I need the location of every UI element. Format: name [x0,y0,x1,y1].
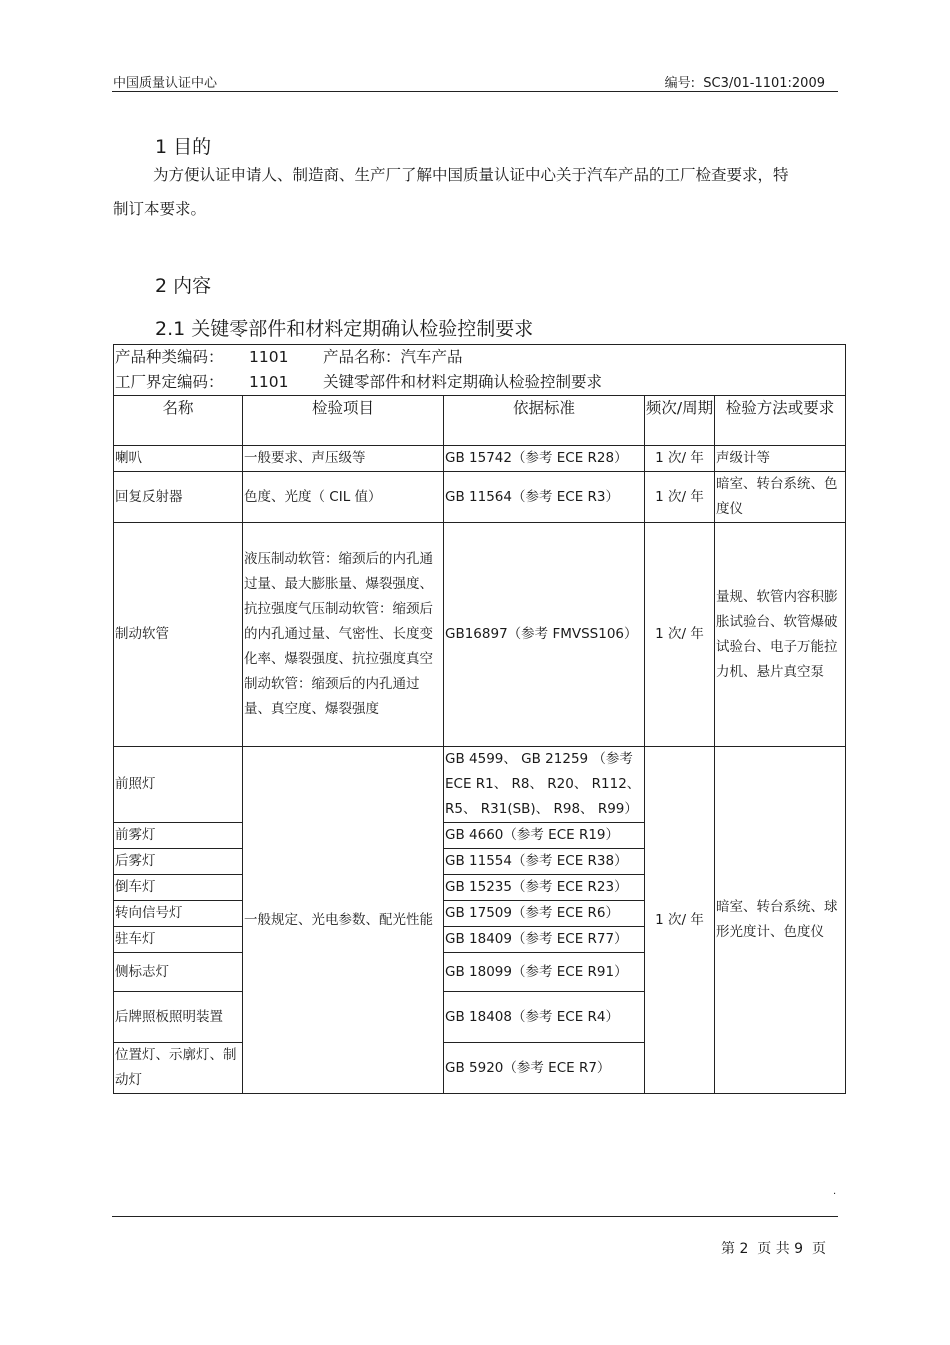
cell-name: 回复反射器 [114,472,243,523]
col-header-name: 名称 [114,396,243,446]
cell-standard: GB 17509（参考 ECE R6） [444,901,645,927]
cell-frequency: 1 次/ 年 [645,472,715,523]
section2-heading: 2 内容 [155,275,212,297]
cell-frequency-merged: 1 次/ 年 [645,747,715,1094]
table-info-row [114,345,846,396]
cell-name: 前雾灯 [114,823,243,849]
header-org: 中国质量认证中心 [113,76,218,91]
cell-name: 位置灯、示廓灯、制动灯 [114,1043,243,1094]
cell-method: 暗室、转台系统、色度仪 [715,472,846,523]
footer-suffix: 页 [812,1241,826,1257]
table-info [114,345,846,396]
cell-name: 倒车灯 [114,875,243,901]
cell-item: 色度、光度（ CIL 值） [243,472,444,523]
factory-code-label: 工厂界定编码： [115,373,224,391]
header-code [665,72,825,91]
factory-title: 关键零部件和材料定期确认检验控制要求 [323,373,603,391]
page-footer [721,1238,826,1258]
footer-rule [112,1216,838,1217]
page-number: 2 [739,1241,749,1257]
cell-item: 一般要求、声压级等 [243,446,444,472]
footer-mid: 页 共 [757,1241,790,1257]
product-name-label: 产品名称： [323,348,401,366]
table-header-row [114,396,846,446]
product-name: 汽车产品 [400,348,463,366]
col-header-item: 检验项目 [243,396,444,446]
cell-standard: GB 15235（参考 ECE R23） [444,875,645,901]
page-total: 9 [794,1241,804,1257]
cell-name: 后雾灯 [114,849,243,875]
cell-standard: GB 18408（参考 ECE R4） [444,992,645,1043]
cell-method: 声级计等 [715,446,846,472]
cat-code-label: 产品种类编码： [115,348,224,366]
cell-name: 驻车灯 [114,927,243,953]
cat-code: 1101 [249,348,289,366]
cell-standard: GB 5920（参考 ECE R7） [444,1043,645,1094]
cell-item: 液压制动软管：缩颈后的内孔通过量、最大膨胀量、爆裂强度、抗拉强度气压制动软管：缩颈后的内孔通过量、气密性、长度变化率、爆裂强度、抗拉强度真空制动软管：缩颈后的内孔通过量、真空度、爆裂强度 [243,523,444,747]
cell-frequency: 1 次/ 年 [645,523,715,747]
col-header-method: 检验方法或要求 [715,396,846,446]
col-header-frequency: 频次/周期 [645,396,715,446]
cell-name: 喇叭 [114,446,243,472]
table-row [114,523,846,747]
table-row [114,446,846,472]
stray-dot: . [833,1186,837,1197]
section1-text: 为方便认证申请人、制造商、生产厂了解中国质量认证中心关于汽车产品的工厂检查要求，特制订本要求。 [113,166,789,218]
section1-heading: 1 目的 [155,136,212,158]
header-code-label: 编号: [664,76,695,91]
cell-standard: GB 18409（参考 ECE R77） [444,927,645,953]
cell-standard: GB 11554（参考 ECE R38） [444,849,645,875]
cell-frequency: 1 次/ 年 [645,446,715,472]
cell-name: 前照灯 [114,747,243,823]
factory-code: 1101 [249,373,289,391]
cell-standard: GB 4660（参考 ECE R19） [444,823,645,849]
cell-method-merged: 暗室、转台系统、球形光度计、色度仪 [715,747,846,1094]
table-row [114,472,846,523]
cell-standard: GB 11564（参考 ECE R3） [444,472,645,523]
cell-name: 后牌照板照明装置 [114,992,243,1043]
cell-standard: GB 15742（参考 ECE R28） [444,446,645,472]
cell-name: 侧标志灯 [114,953,243,992]
footer-prefix: 第 [720,1241,735,1257]
inspection-table [113,344,846,1094]
section2-subheading: 2.1 关键零部件和材料定期确认检验控制要求 [155,318,534,340]
cell-standard: GB 4599、 GB 21259 （参考 ECE R1、 R8、 R20、 R112、 R5、 R31(SB)、 R98、 R99） [444,747,645,823]
header-rule [112,91,838,92]
cell-standard: GB 18099（参考 ECE R91） [444,953,645,992]
cell-item-merged: 一般规定、光电参数、配光性能 [243,747,444,1094]
cell-standard: GB16897（参考 FMVSS106） [444,523,645,747]
cell-name: 制动软管 [114,523,243,747]
cell-method: 量规、软管内容积膨胀试验台、软管爆破试验台、电子万能拉力机、悬片真空泵 [715,523,846,747]
header-code-value: SC3/01-1101:2009 [703,76,825,91]
cell-name: 转向信号灯 [114,901,243,927]
table-row [114,747,846,823]
col-header-standard: 依据标准 [444,396,645,446]
